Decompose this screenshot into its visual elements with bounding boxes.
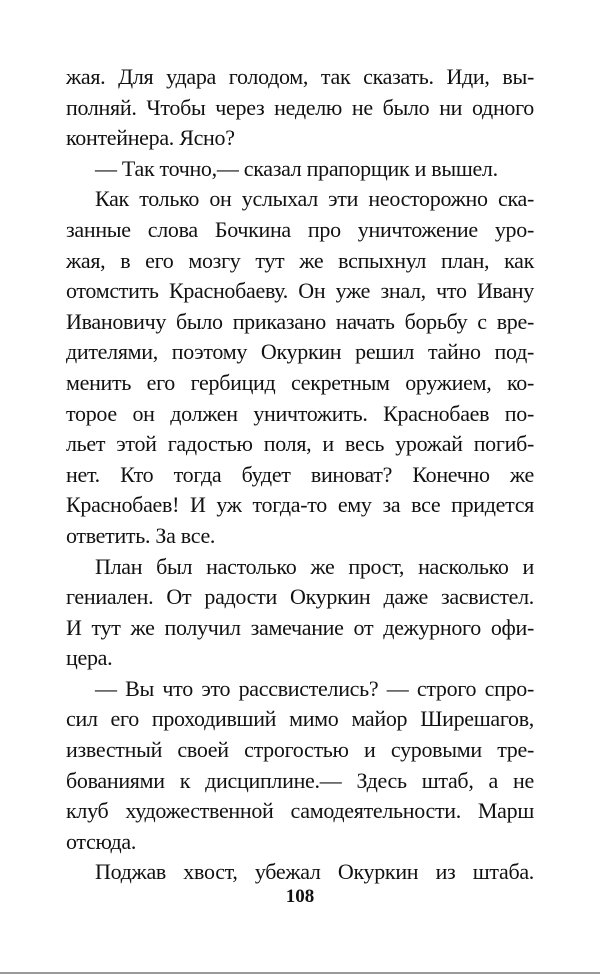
text-line: ответить. За все. xyxy=(66,522,216,548)
text-line: занные слова Бочкина про уничтожение уро- xyxy=(66,216,534,242)
text-line: Поджав хвост, убежал Окуркин из штаба. xyxy=(95,859,534,885)
text-line: План был настолько же прост, насколько и xyxy=(95,553,534,579)
book-page-text xyxy=(66,62,534,888)
text-line: бованиями к дисциплине.— Здесь штаб, а не xyxy=(66,767,534,793)
text-line: — Так точно,— сказал прапорщик и вышел. xyxy=(95,155,498,181)
text-line: Ивановичу было приказано начать борьбу с вре- xyxy=(66,308,534,334)
text-line: менить его гербицид секретным оружием, ко- xyxy=(66,369,534,395)
text-line: дителями, поэтому Окуркин решил тайно под- xyxy=(66,339,534,365)
text-line: известный своей строгостью и суровыми тре- xyxy=(66,737,534,763)
text-line: Как только он услыхал эти неосторожно ска- xyxy=(95,186,534,212)
text-line: гениален. От радости Окуркин даже засвистел. xyxy=(66,584,534,610)
page-number: 108 xyxy=(285,886,315,907)
text-line: жая. Для удара голодом, так сказать. Иди, вы- xyxy=(66,64,534,89)
text-line: цера. xyxy=(66,645,113,671)
text-line: Краснобаев! И уж тогда-то ему за все придется xyxy=(66,492,534,518)
text-line: — Вы что это рассвистелись? — строго спро- xyxy=(95,675,534,701)
text-line: контейнера. Ясно? xyxy=(66,125,235,151)
text-line: отсюда. xyxy=(66,828,137,854)
text-line: нет. Кто тогда будет виноват? Конечно же xyxy=(66,461,534,487)
text-line: торое он должен уничтожить. Краснобаев по- xyxy=(66,400,534,426)
text-line: жая, в его мозгу тут же вспыхнул план, как xyxy=(66,247,534,273)
text-line: полняй. Чтобы через неделю не было ни одного xyxy=(66,94,534,120)
text-line: отомстить Краснобаеву. Он уже знал, что Ивану xyxy=(66,278,534,304)
text-line: клуб художественной самодеятельности. Марш xyxy=(66,798,534,824)
text-line: И тут же получил замечание от дежурного офи- xyxy=(66,614,534,640)
text-line: льет этой гадостью поля, и весь урожай погиб- xyxy=(66,431,534,457)
text-line: сил его проходивший мимо майор Ширешагов, xyxy=(66,706,534,732)
